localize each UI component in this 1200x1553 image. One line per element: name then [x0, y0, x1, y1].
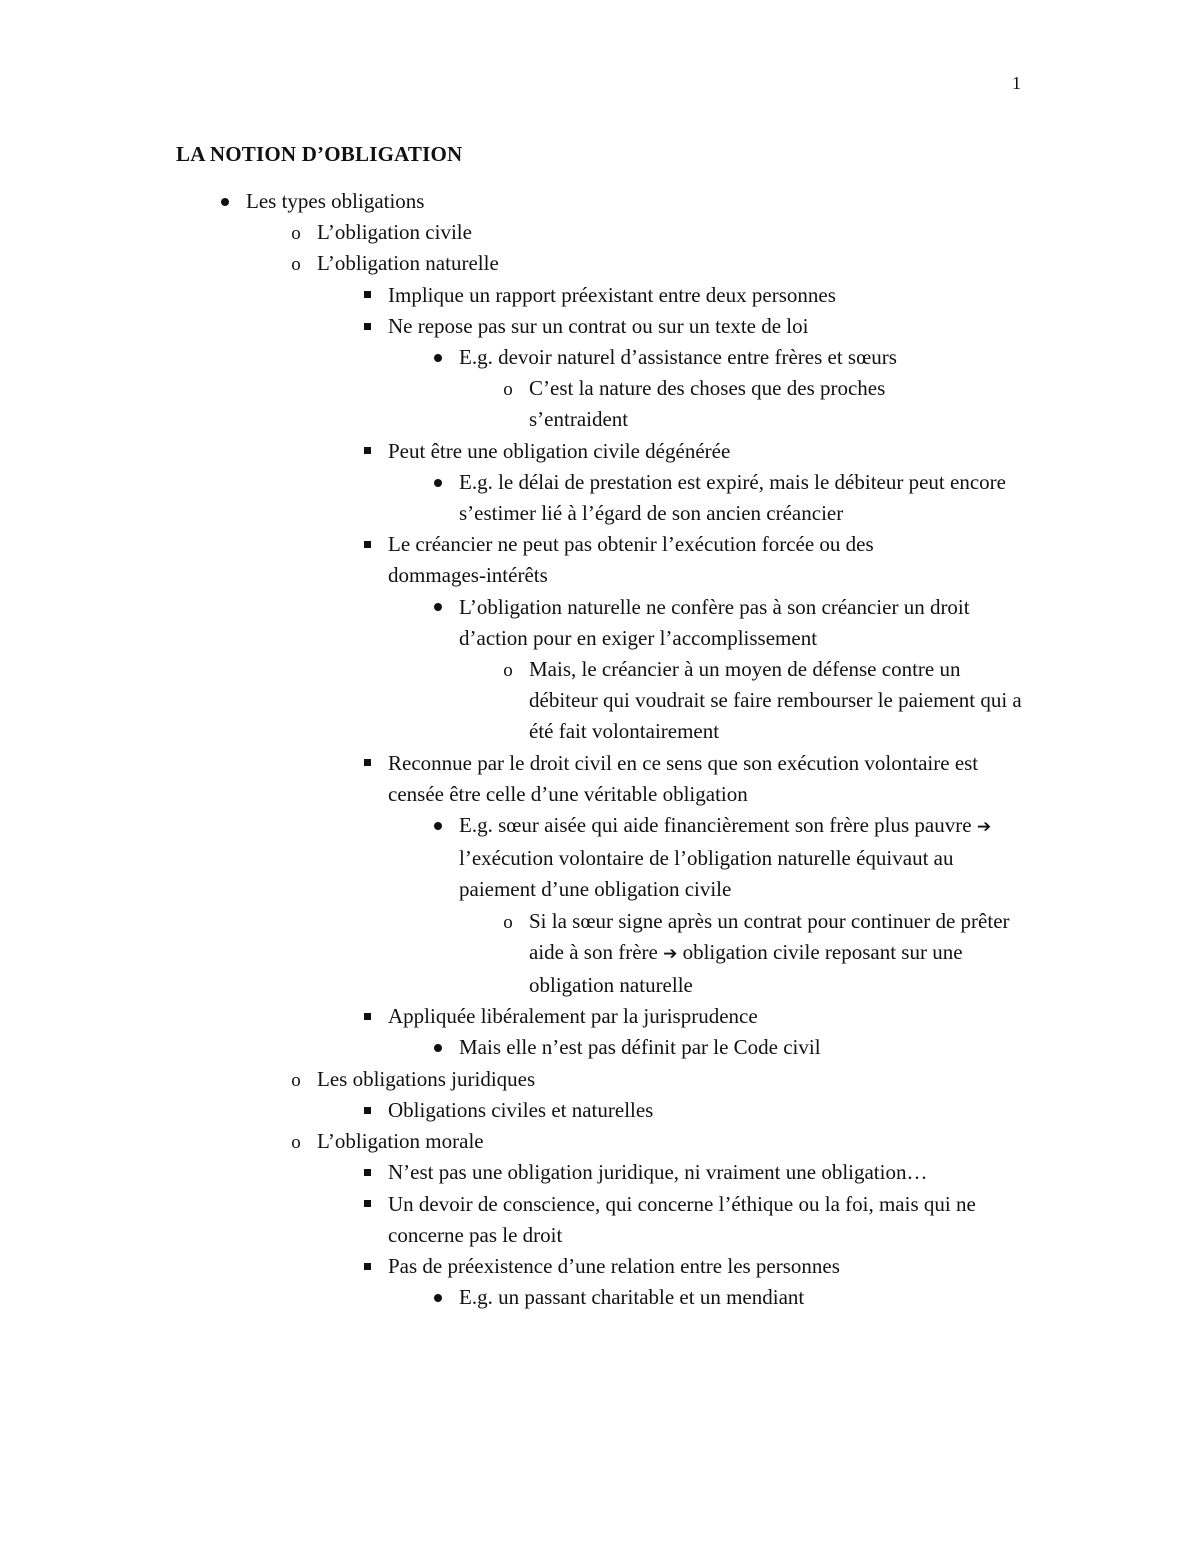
outline-item	[529, 373, 949, 435]
outline-item	[388, 280, 1028, 311]
circle-bullet-icon	[284, 217, 308, 249]
square-bullet-icon	[355, 1095, 379, 1126]
circle-bullet-icon	[496, 906, 520, 938]
disc-bullet-icon	[426, 1032, 450, 1063]
outline-item	[317, 1126, 1027, 1157]
outline-list	[0, 186, 1200, 1313]
square-bullet-icon	[355, 1189, 379, 1220]
outline-item	[388, 1001, 1028, 1032]
outline-item	[529, 906, 1025, 1002]
outline-item-text	[459, 810, 1029, 906]
outline-item	[317, 217, 1027, 248]
outline-item-text: Les types obligations	[246, 189, 425, 213]
outline-item	[459, 1032, 1029, 1063]
outline-item-text: E.g. un passant charitable et un mendiant	[459, 1285, 805, 1310]
circle-bullet-icon	[284, 248, 308, 280]
outline-item	[459, 342, 1029, 373]
outline-item-text: C’est la nature des choses que des proches s’entraident	[529, 376, 886, 432]
outline-item	[459, 592, 1029, 654]
square-bullet-icon	[355, 1001, 379, 1032]
outline-item-text: Appliquée libéralement par la jurisprudence	[388, 1004, 758, 1029]
square-bullet-icon	[355, 311, 379, 342]
outline-item	[317, 1064, 1027, 1095]
outline-item-text: L’obligation naturelle	[317, 251, 499, 276]
disc-bullet-icon	[426, 810, 450, 841]
outline-item-text: L’obligation civile	[317, 220, 472, 245]
outline-item-text: Mais elle n’est pas définit par le Code civil	[459, 1035, 821, 1060]
square-bullet-icon	[355, 1157, 379, 1188]
right-arrow-icon: ➔	[663, 943, 678, 964]
outline-item-text: L’obligation naturelle ne confère pas à son créancier un droit d’action pour en exiger l’accomplissement	[459, 594, 970, 650]
outline-item-text: Les obligations juridiques	[317, 1066, 536, 1091]
outline-item-text-after: l’exécution volontaire de l’obligation naturelle équivaut au paiement d’une obligation civile	[459, 846, 954, 902]
outline-item	[388, 748, 1028, 810]
outline-item-text: Un devoir de conscience, qui concerne l’éthique ou la foi, mais qui ne concerne pas le droit	[388, 1191, 976, 1247]
outline-item-text: Obligations civiles et naturelles	[388, 1097, 654, 1122]
outline-item-text: Ne repose pas sur un contrat ou sur un texte de loi	[388, 313, 809, 338]
outline-item	[459, 1282, 1029, 1313]
square-bullet-icon	[355, 748, 379, 779]
outline-item-text	[529, 906, 1025, 1002]
outline-item	[388, 1251, 1028, 1282]
right-arrow-icon: ➔	[976, 817, 992, 838]
outline-item-text: Implique un rapport préexistant entre deux personnes	[388, 282, 836, 307]
outline-item	[459, 810, 1029, 906]
outline-item-text-before: E.g. sœur aisée qui aide financièrement son frère plus pauvre	[459, 813, 977, 838]
square-bullet-icon	[355, 1251, 379, 1282]
outline-item	[246, 186, 1026, 217]
disc-bullet-icon	[213, 186, 237, 217]
outline-item-text: Peut être une obligation civile dégénérée	[388, 438, 731, 463]
outline-item-text: E.g. devoir naturel d’assistance entre frères et sœurs	[459, 345, 897, 370]
outline-item	[388, 1157, 1028, 1188]
outline-item	[388, 311, 1028, 342]
outline-item-text: Le créancier ne peut pas obtenir l’exécution forcée ou des dommages-intérêts	[388, 532, 874, 588]
disc-bullet-icon	[426, 592, 450, 623]
disc-bullet-icon	[426, 467, 450, 498]
outline-item-text-before: Si la sœur signe après un contrat pour continuer de prêter aide à son frère	[529, 908, 1010, 964]
outline-item-text: Pas de préexistence d’une relation entre les personnes	[388, 1253, 840, 1278]
disc-bullet-icon	[426, 342, 450, 373]
outline-item-text-after: obligation civile reposant sur une obligation naturelle	[529, 939, 963, 998]
outline-item	[388, 1189, 1028, 1251]
outline-item-text: N’est pas une obligation juridique, ni vraiment une obligation…	[388, 1160, 928, 1185]
circle-bullet-icon	[496, 373, 520, 405]
outline-item	[317, 248, 1027, 279]
circle-bullet-icon	[284, 1126, 308, 1158]
square-bullet-icon	[355, 436, 379, 467]
document-title: LA NOTION D’OBLIGATION	[176, 142, 463, 166]
disc-bullet-icon	[426, 1282, 450, 1313]
outline-item-text: Reconnue par le droit civil en ce sens que son exécution volontaire est censée être celle d’une véritable obligation	[388, 750, 979, 806]
square-bullet-icon	[355, 529, 379, 560]
outline-item-text: Mais, le créancier à un moyen de défense contre un débiteur qui voudrait se faire rembourser le paiement qui a été fait volontairement	[529, 657, 1022, 744]
square-bullet-icon	[355, 280, 379, 311]
outline-item-text: L’obligation morale	[317, 1129, 484, 1154]
outline-item	[388, 529, 948, 591]
outline-item-text: E.g. le délai de prestation est expiré, mais le débiteur peut encore s’estimer lié à l’égard de son ancien créancier	[459, 469, 1006, 526]
circle-bullet-icon	[496, 654, 520, 686]
outline-item	[388, 436, 1028, 467]
outline-item	[388, 1095, 1028, 1126]
outline-item	[459, 467, 1029, 529]
circle-bullet-icon	[284, 1064, 308, 1096]
outline-item	[529, 654, 1025, 748]
page-number: 1	[1012, 73, 1021, 93]
